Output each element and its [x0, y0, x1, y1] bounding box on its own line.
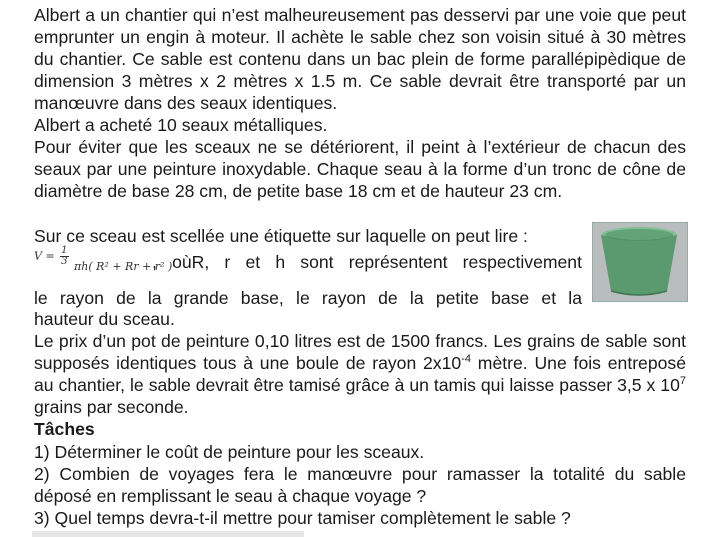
bucket-icon	[593, 223, 687, 301]
paragraph-intro: Albert a un chantier qui n’est malheureusement pas desservi par une voie que peut emprunter un engin à moteur. Il achète le sable chez son voisin situé à 30 mètres du chantier. Ce sable est contenu dans un bac plein de forme parallépipèdique de dimension 3 mètres x 2 mètres x 1.5 m. Ce sable devrait être transporté par un manœuvre dans des seaux identiques.	[34, 5, 686, 113]
exponent-grains: 7	[679, 375, 686, 388]
bucket-image	[592, 222, 688, 302]
paragraph-radius-line: le rayon de la grande base, le rayon de la petite base et la	[34, 288, 582, 308]
formula-lhs: V =	[34, 249, 55, 263]
paint-price-text-c: grains par seconde.	[34, 397, 189, 417]
paragraph-painting: Pour éviter que les sceaux ne se détériorent, il peint à l’extérieur de chacun des seaux par une peinture inoxydable. Chaque seau à la forme d’un tronc de cône de diamètre de base 28 cm, de petite base 18 cm et de hauteur 23 cm.	[34, 137, 686, 201]
formula-explanation: , oùR, r et h sont représentent respectivement	[152, 252, 582, 272]
task-item-1: 1) Déterminer le coût de peinture pour les sceaux.	[34, 442, 425, 462]
task-item-2: 2) Combien de voyages fera le manœuvre pour ramasser la totalité du sable déposé en remplissant le seau à chaque voyage ?	[34, 464, 686, 506]
formula-body: πh( R² + Rr + r² )	[74, 259, 173, 273]
formula-fraction	[60, 246, 68, 267]
paint-price-text-a: Le prix d’un pot de peinture 0,10 litres est de 1500 francs. Les grains de sable sont supposés identiques tous à une boule de rayon 2x10	[34, 331, 686, 373]
bottom-divider	[32, 531, 304, 537]
paragraph-seaux-count: Albert a acheté 10 seaux métalliques.	[34, 115, 328, 135]
task-item-3: 3) Quel temps devra-t-il mettre pour tamiser complètement le sable ?	[34, 508, 571, 528]
volume-formula	[34, 246, 582, 280]
paragraph-paint-price	[34, 330, 686, 418]
formula-numerator: 1	[61, 245, 68, 256]
paragraph-label-intro: Sur ce sceau est scellée une étiquette sur laquelle on peut lire :	[34, 226, 528, 246]
paint-price-text-b: mètre. Une fois entreposé au chantier, le sable devrait être tamisé grâce à un tamis qui laisse passer 3,5 x 10	[34, 353, 686, 395]
exponent-radius: -4	[461, 353, 471, 366]
formula-denominator: 3	[61, 256, 68, 267]
tasks-heading: Tâches	[34, 419, 95, 439]
paragraph-height-line: hauteur du sceau.	[34, 309, 175, 329]
